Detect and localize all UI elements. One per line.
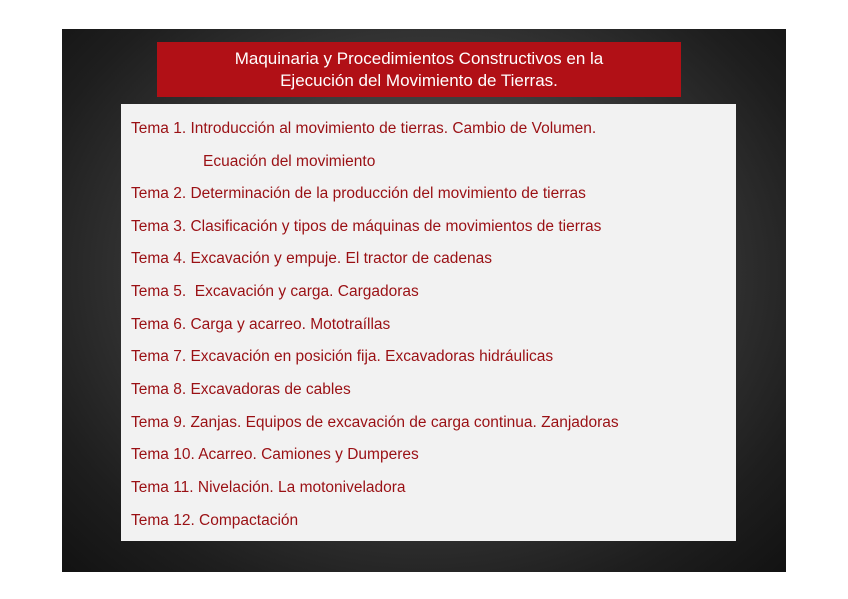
topic-1-continuation: Ecuación del movimiento — [203, 153, 376, 170]
topic-6: Tema 6. Carga y acarreo. Mototraíllas — [131, 316, 391, 333]
topic-list — [121, 104, 736, 541]
topic-1: Tema 1. Introducción al movimiento de tierras. Cambio de Volumen. — [131, 120, 597, 137]
topic-9: Tema 9. Zanjas. Equipos de excavación de carga continua. Zanjadoras — [131, 414, 619, 431]
title-line-1: Maquinaria y Procedimientos Constructivos en la — [234, 48, 604, 68]
topic-12: Tema 12. Compactación — [131, 512, 299, 529]
topic-5: Tema 5. Excavación y carga. Cargadoras — [131, 283, 419, 300]
topic-7: Tema 7. Excavación en posición fija. Excavadoras hidráulicas — [131, 348, 554, 365]
slide-title — [157, 42, 681, 97]
slide — [62, 29, 786, 572]
topic-2: Tema 2. Determinación de la producción del movimiento de tierras — [131, 185, 586, 202]
title-line-2: Ejecución del Movimiento de Tierras. — [280, 70, 558, 90]
topic-11: Tema 11. Nivelación. La motoniveladora — [131, 479, 406, 496]
topic-4: Tema 4. Excavación y empuje. El tractor de cadenas — [131, 250, 492, 267]
topic-10: Tema 10. Acarreo. Camiones y Dumperes — [131, 446, 419, 463]
topic-3: Tema 3. Clasificación y tipos de máquinas de movimientos de tierras — [131, 218, 602, 235]
topic-8: Tema 8. Excavadoras de cables — [131, 381, 351, 398]
